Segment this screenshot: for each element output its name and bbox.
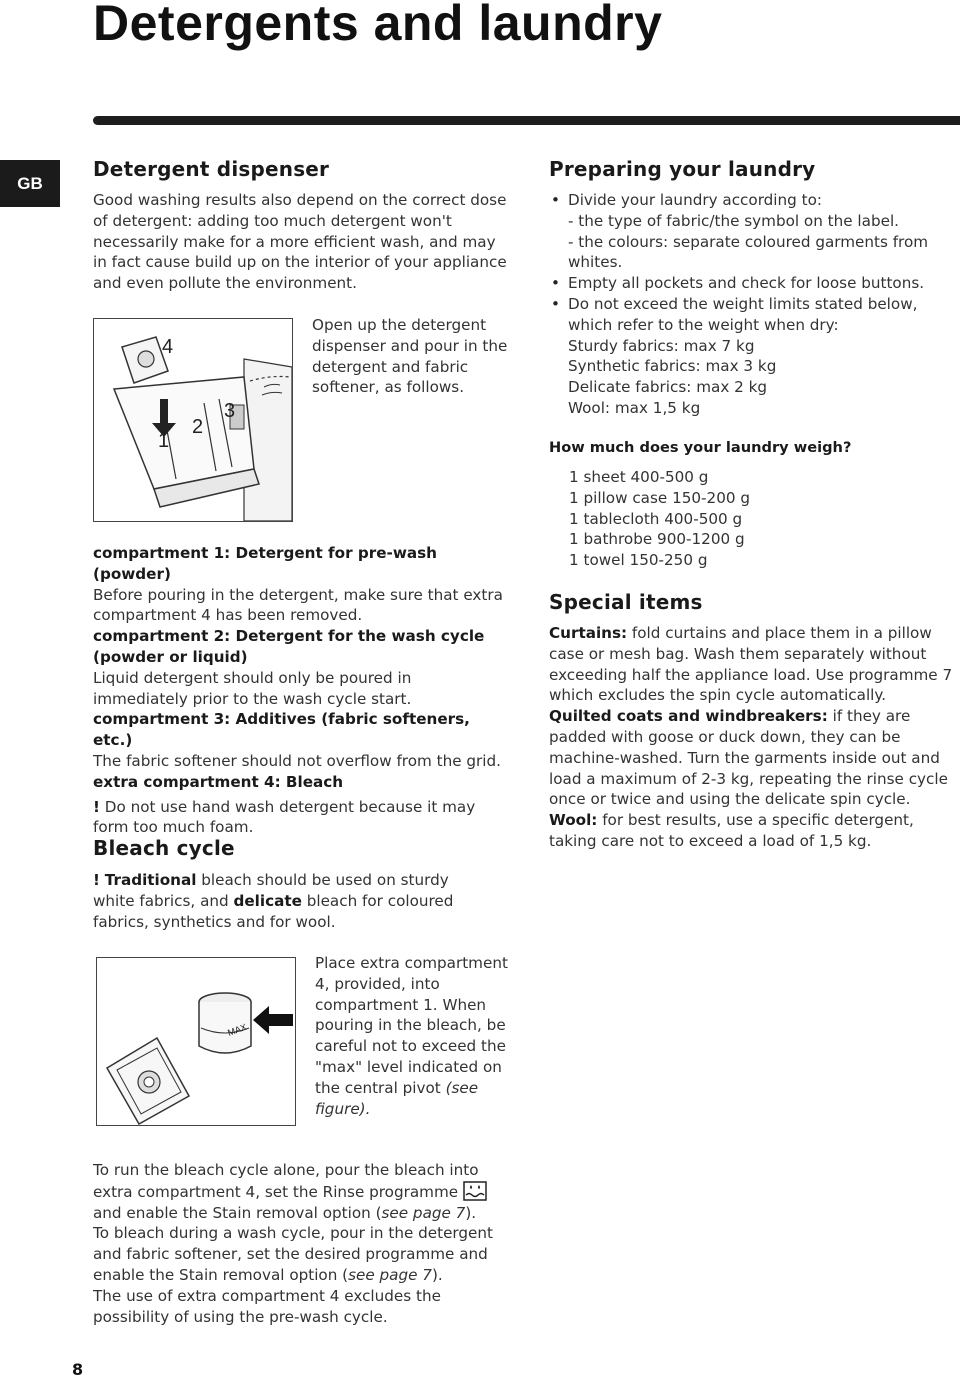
bleach-intro-text xyxy=(93,870,493,932)
bleach-instructions xyxy=(93,1160,508,1327)
compartment-1-text: Before pouring in the detergent, make sure that extra compartment 4 has been removed. xyxy=(93,585,503,625)
weight-limit-sturdy: Sturdy fabrics: max 7 kg xyxy=(568,336,755,355)
compartment-2-heading: compartment 2: Detergent for the wash cycle (powder or liquid) xyxy=(93,627,485,666)
weight-bathrobe: 1 bathrobe 900-1200 g xyxy=(569,530,745,549)
warning-mark: ! xyxy=(93,797,100,816)
bleach-compartment-figure xyxy=(96,957,296,1126)
bleach-traditional: Traditional xyxy=(104,871,197,889)
dispenser-figure-caption: Open up the detergent dispenser and pour in the detergent and fabric softener, as follows. xyxy=(312,316,508,397)
bleach-para-1-c: ). xyxy=(465,1203,477,1222)
bleach-compartment-illustration xyxy=(97,958,295,1125)
special-items-heading: Special items xyxy=(549,590,703,614)
bleach-caption-main: Place extra compartment 4, provided, into compartment 1. When pouring in the bleach, be careful not to exceed the "max" level indicated on the central pivot xyxy=(315,954,508,1097)
bleach-text-a: bleach should be used on sturdy white fabrics, and xyxy=(93,871,449,910)
wool-label: Wool: xyxy=(549,811,598,830)
language-tab: GB xyxy=(0,160,60,207)
curtains-item xyxy=(549,623,957,706)
bleach-delicate: delicate xyxy=(233,891,302,910)
preparing-laundry-heading: Preparing your laundry xyxy=(549,157,816,181)
quilted-text: if they are padded with goose or duck down, they can be machine-washed. Turn the garments inside out and load a maximum of 2-3 kg, repeating the rinse cycle once or twice and using the delicate spin cycle. xyxy=(549,707,948,809)
header-rule xyxy=(93,116,960,125)
rinse-programme-icon xyxy=(463,1181,487,1201)
detergent-dispenser-heading: Detergent dispenser xyxy=(93,157,330,181)
dispenser-drawer-figure xyxy=(93,318,293,522)
bullet-empty-pockets: • Empty all pockets and check for loose buttons. xyxy=(549,273,949,294)
bleach-cycle-heading: Bleach cycle xyxy=(93,836,235,860)
compartment-1-heading: compartment 1: Detergent for pre-wash (powder) xyxy=(93,544,437,583)
compartment-3-text: The fabric softener should not overflow from the grid. xyxy=(93,751,501,770)
bleach-para-2 xyxy=(93,1223,508,1285)
preparing-laundry-list xyxy=(549,190,949,419)
bleach-para-2-a: To bleach during a wash cycle, pour in the detergent and fabric softener, set the desired programme and enable the Stain removal option ( xyxy=(93,1224,493,1284)
max-label: MAX xyxy=(226,1021,249,1038)
weight-pillow-case: 1 pillow case 150-200 g xyxy=(569,488,750,507)
bullet-sub-colours: - the colours: separate coloured garments from whites. xyxy=(568,232,929,272)
curtains-text: fold curtains and place them in a pillow case or mesh bag. Wash them separately without exceeding half the appliance load. Use programme 7 which excludes the spin cycle automatically. xyxy=(549,624,953,705)
compartment-3-heading: compartment 3: Additives (fabric softeners, etc.) xyxy=(93,710,470,750)
page-number: 8 xyxy=(72,1360,84,1379)
weight-sheet: 1 sheet 400-500 g xyxy=(569,468,709,486)
bleach-figure-caption xyxy=(315,953,510,1119)
warning-text: Do not use hand wash detergent because it may form too much foam. xyxy=(93,797,476,837)
weight-towel: 1 towel 150-250 g xyxy=(569,551,708,570)
weight-tablecloth: 1 tablecloth 400-500 g xyxy=(569,509,743,528)
bleach-text-b: bleach for coloured fabrics, synthetics and for wool. xyxy=(93,891,454,931)
weight-limit-delicate: Delicate fabrics: max 2 kg xyxy=(568,378,768,397)
laundry-weigh-heading: How much does your laundry weigh? xyxy=(549,439,852,456)
bleach-para-3: The use of extra compartment 4 excludes the possibility of using the pre-wash cycle. xyxy=(93,1286,441,1326)
bleach-para-1 xyxy=(93,1160,508,1223)
bleach-para-1-b: and enable the Stain removal option ( xyxy=(93,1203,382,1222)
bleach-para-1-ref: see page 7 xyxy=(381,1203,466,1222)
figure-label-4: 4 xyxy=(162,336,174,358)
curtains-label: Curtains: xyxy=(549,624,628,642)
laundry-weights-list xyxy=(569,467,869,571)
compartment-4-heading: extra compartment 4: Bleach xyxy=(93,772,344,791)
bleach-warning-mark: ! xyxy=(93,871,100,889)
figure-label-3: 3 xyxy=(224,400,236,422)
hand-wash-warning xyxy=(93,797,508,839)
bullet-sub-fabric: - the type of fabric/the symbol on the label. xyxy=(568,211,899,230)
special-items-text xyxy=(549,623,957,852)
bullet-divide-laundry: • Divide your laundry according to: xyxy=(549,190,949,211)
bleach-para-2-c: ). xyxy=(431,1265,443,1284)
compartment-descriptions xyxy=(93,543,508,838)
quilted-label: Quilted coats and windbreakers: xyxy=(549,707,828,726)
bleach-para-1-a: To run the bleach cycle alone, pour the bleach into extra compartment 4, set the Rinse programme xyxy=(93,1161,479,1201)
figure-label-1: 1 xyxy=(158,430,170,452)
weight-limit-wool: Wool: max 1,5 kg xyxy=(568,398,701,417)
bleach-para-2-ref: see page 7 xyxy=(348,1265,432,1284)
bullet-weight-limits: • Do not exceed the weight limits stated below, which refer to the weight when dry: xyxy=(549,294,949,336)
detergent-intro-text: Good washing results also depend on the correct dose of detergent: adding too much detergent won't necessarily make for a more efficient wash, and may in fact cause build up on the interior of your appliance and even pollute the environment. xyxy=(93,191,507,293)
figure-label-2: 2 xyxy=(192,416,204,438)
wool-text: for best results, use a specific detergent, taking care not to exceed a load of 1,5 kg. xyxy=(549,811,914,850)
bleach-caption-ref: (see figure). xyxy=(315,1078,479,1118)
compartment-2-text: Liquid detergent should only be poured in immediately prior to the wash cycle start. xyxy=(93,668,412,708)
weight-limit-synthetic: Synthetic fabrics: max 3 kg xyxy=(568,357,777,376)
page-title: Detergents and laundry xyxy=(93,0,663,51)
wool-item xyxy=(549,810,957,852)
quilted-item xyxy=(549,706,957,810)
dispenser-drawer-illustration xyxy=(94,319,292,521)
